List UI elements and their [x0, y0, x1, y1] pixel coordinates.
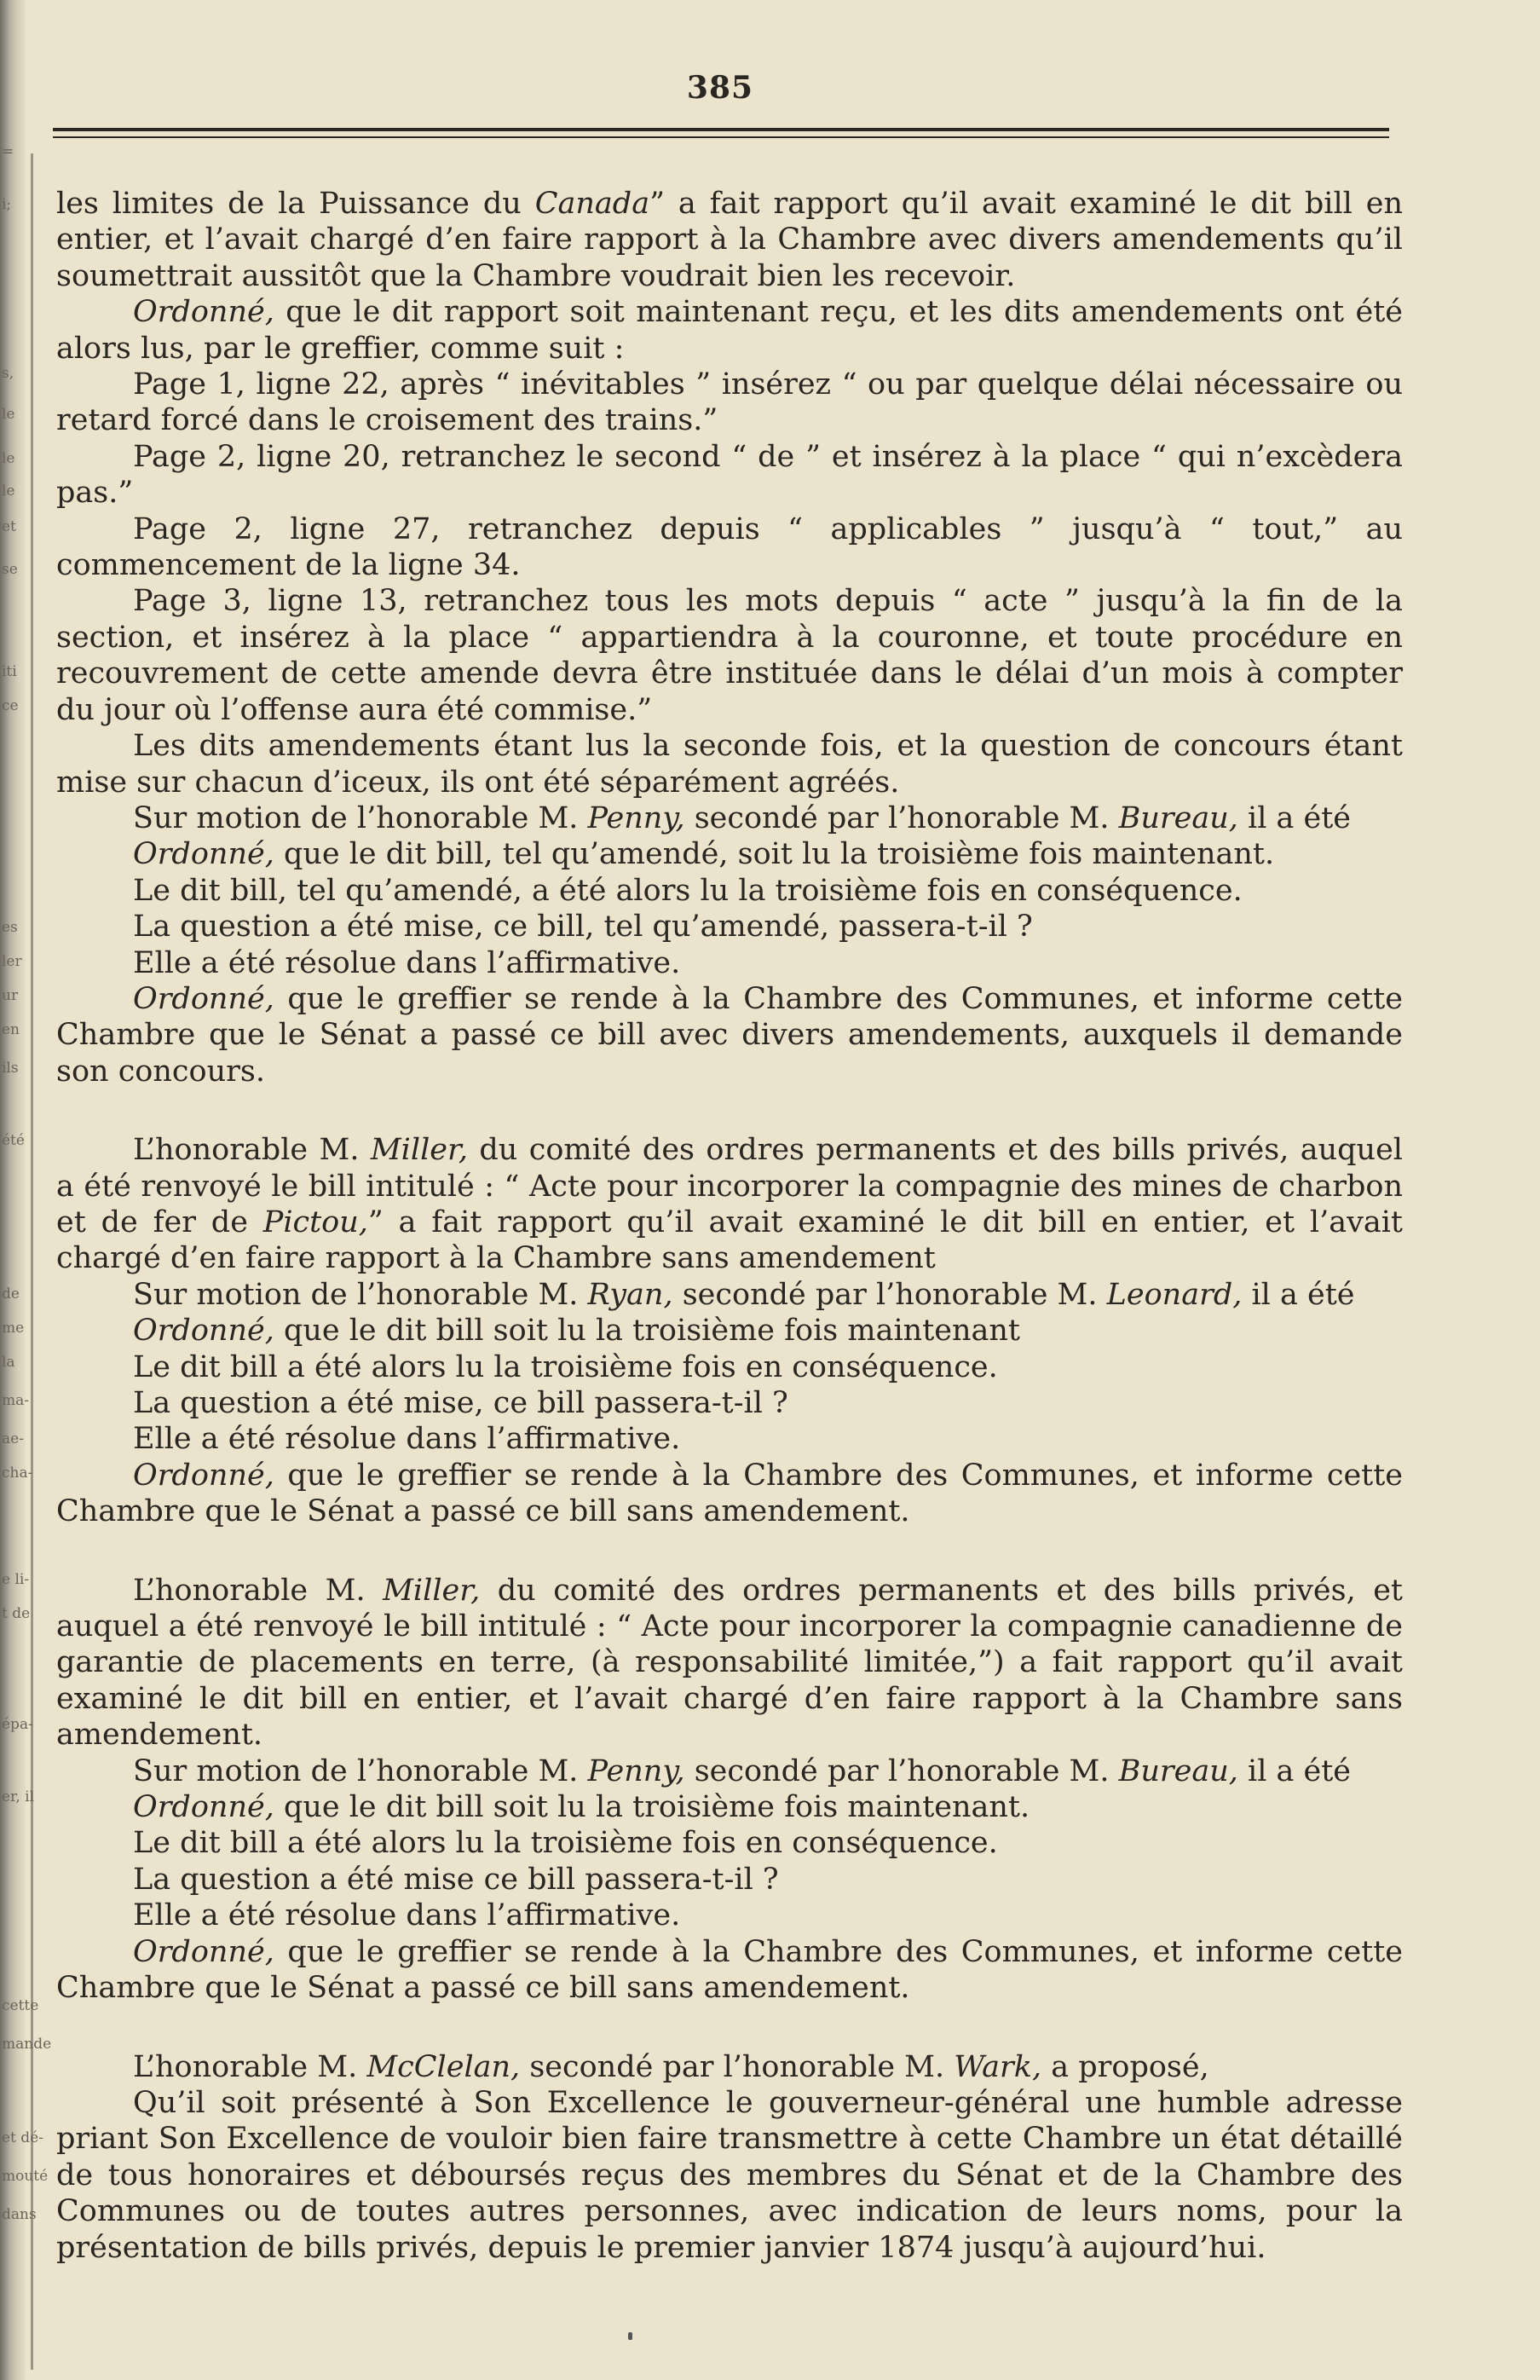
- text-run: Page 2, ligne 20, retranchez le second “ de ” et insérez à la place “ qui n’excèdera pas.”: [56, 439, 1403, 511]
- paragraph: [56, 1132, 1403, 1277]
- paragraph: [56, 1934, 1403, 2007]
- text-run: Page 2, ligne 27, retranchez depuis “ applicables ” jusqu’à “ tout,” au commencement de la ligne 34.: [56, 511, 1403, 583]
- text-run: que le dit bill soit lu la troisième fois maintenant: [274, 1314, 1020, 1349]
- text-run: secondé par l’honorable M.: [672, 1277, 1107, 1312]
- paragraph: [56, 873, 1403, 909]
- margin-fragment: iti: [2, 663, 17, 680]
- italic-name: Wark,: [954, 2049, 1042, 2084]
- paragraph: [56, 367, 1403, 439]
- text-run: les limites de la Puissance du: [56, 187, 535, 221]
- text-run: que le dit bill, tel qu’amendé, soit lu la troisième fois maintenant.: [274, 837, 1275, 872]
- text-run: La question a été mise, ce bill passera-t-il ?: [133, 1386, 788, 1420]
- paragraph: [56, 1313, 1403, 1349]
- margin-fragment: cha-: [2, 1464, 33, 1482]
- text-run: que le greffier se rende à la Chambre des Communes, et informe cette Chambre que le Sénat a passé ce bill avec divers amendements, auxquels il demande son concours.: [56, 981, 1403, 1089]
- margin-fragment: le: [2, 450, 15, 467]
- text-run: secondé par l’honorable M.: [684, 800, 1119, 835]
- text-run: a proposé,: [1041, 2049, 1209, 2084]
- text-run: Sur motion de l’honorable M.: [133, 1277, 588, 1312]
- italic-name: Penny,: [587, 800, 685, 835]
- paragraph: [56, 1385, 1403, 1421]
- italic-name: Ordonné,: [133, 1314, 274, 1349]
- italic-name: Leonard,: [1106, 1277, 1243, 1312]
- paragraph: [56, 1825, 1403, 1861]
- paragraph: [56, 1277, 1403, 1313]
- text-run: ” a fait rapport qu’il avait examiné le dit bill en entier, et l’avait chargé d’en faire rapport à la Chambre avec divers amendements qu’il soumettrait aussitôt que la Chambre voudrait bien les recevoir.: [56, 187, 1403, 293]
- paragraph: [56, 511, 1403, 584]
- italic-name: Ordonné,: [133, 981, 274, 1016]
- text-run: il a été: [1237, 1753, 1352, 1788]
- text-run: L’honorable M.: [133, 1133, 371, 1168]
- text-run: Elle a été résolue dans l’affirmative.: [133, 945, 681, 980]
- paragraph: [56, 945, 1403, 981]
- paragraph: [56, 800, 1403, 836]
- text-run: Qu’il soit présenté à Son Excellence le gouverneur-général une humble adresse priant Son Excellence de vouloir bien faire transmettre à cette Chambre un état détaillé de tous honoraires et déboursés reçus des membres du Sénat et de la Chambre des Communes ou de toutes autres personnes, avec indication de leurs noms, pour la présentation de bills privés, depuis le premier janvier 1874 jusqu’à aujourd’hui.: [56, 2085, 1403, 2265]
- paragraph: [56, 909, 1403, 944]
- italic-name: Ordonné,: [133, 1934, 274, 1969]
- text-run: Le dit bill a été alors lu la troisième fois en conséquence.: [133, 1826, 998, 1861]
- margin-fragment: ur: [2, 987, 19, 1004]
- margin-fragment: er, il: [2, 1788, 35, 1805]
- paragraph: [56, 1349, 1403, 1385]
- page-number: 385: [686, 70, 754, 106]
- text-run: ” a fait rapport qu’il avait examiné le dit bill en entier, et l’avait chargé d’en faire rapport à la Chambre sans amendement: [56, 1204, 1403, 1276]
- paragraph: [56, 1753, 1403, 1789]
- text-run: que le greffier se rende à la Chambre des Communes, et informe cette Chambre que le Sénat a passé ce bill sans amendement.: [56, 1934, 1403, 2006]
- text-run: Le dit bill a été alors lu la troisième fois en conséquence.: [133, 1349, 998, 1384]
- margin-fragment: mande: [2, 2036, 52, 2053]
- text-run: que le greffier se rende à la Chambre des Communes, et informe cette Chambre que le Sénat a passé ce bill sans amendement.: [56, 1458, 1403, 1529]
- text-run: que le dit bill soit lu la troisième fois maintenant.: [274, 1790, 1030, 1825]
- paragraph: [56, 981, 1403, 1089]
- text-run: Sur motion de l’honorable M.: [133, 1753, 588, 1788]
- margin-fragment: ils: [2, 1060, 19, 1077]
- margin-fragment: ler: [2, 953, 22, 970]
- margin-fragment: le: [2, 406, 15, 423]
- margin-fragment: es: [2, 919, 18, 936]
- italic-name: Penny,: [587, 1753, 685, 1788]
- text-run: que le dit rapport soit maintenant reçu, et les dits amendements ont été alors lus, par le greffier, comme suit :: [56, 295, 1403, 366]
- italic-name: Pictou,: [262, 1204, 368, 1239]
- margin-fragment: se: [2, 561, 18, 578]
- italic-name: Bureau,: [1118, 800, 1238, 835]
- margin-fragment: en: [2, 1021, 20, 1038]
- margin-fragment: e li-: [2, 1571, 30, 1588]
- paragraph: [56, 728, 1403, 800]
- text-run: secondé par l’honorable M.: [684, 1753, 1119, 1788]
- paragraph: [56, 2049, 1403, 2085]
- margin-fragment: été: [2, 1132, 25, 1149]
- paragraph: [56, 1789, 1403, 1825]
- italic-name: McClelan,: [366, 2049, 521, 2084]
- italic-name: Ordonné,: [133, 837, 274, 872]
- paragraph: [56, 836, 1403, 872]
- header-rule: [53, 128, 1389, 138]
- margin-fragment: s,: [2, 365, 14, 382]
- text-run: Le dit bill, tel qu’amendé, a été alors lu la troisième fois en conséquence.: [133, 873, 1243, 908]
- italic-name: Miller,: [370, 1133, 468, 1168]
- paragraph: [56, 1421, 1403, 1457]
- text-run: il a été: [1237, 800, 1352, 835]
- text-run: L’honorable M.: [133, 2049, 367, 2084]
- margin-fragment: t de: [2, 1605, 31, 1622]
- italic-name: Miller,: [383, 1573, 481, 1608]
- margin-fragment: épa-: [2, 1716, 33, 1733]
- margin-fragment: =: [2, 143, 14, 160]
- italic-name: Ryan,: [587, 1277, 673, 1312]
- italic-name: Bureau,: [1118, 1753, 1238, 1788]
- paragraph: [56, 2085, 1403, 2266]
- text-run: du comité des ordres permanents et des bills privés, et auquel a été renvoyé le bill intitulé : “ Acte pour incorporer la compagnie canadienne de garantie de placements en terre, (à responsabilité limitée,”) a fait rapport qu’il avait examiné le dit bill en entier, et l’avait chargé d’en faire rapport à la Chambre sans amendement.: [56, 1573, 1403, 1753]
- text-run: Les dits amendements étant lus la seconde fois, et la question de concours étant mise sur chacun d’iceux, ils ont été séparément agréés.: [56, 729, 1403, 800]
- text-run: Page 1, ligne 22, après “ inévitables ” insérez “ ou par quelque délai nécessaire ou retard forcé dans le croisement des trains.”: [56, 367, 1403, 438]
- margin-fragment: ae-: [2, 1430, 24, 1447]
- margin-fragment: dans: [2, 2206, 37, 2223]
- text-run: Elle a été résolue dans l’affirmative.: [133, 1898, 681, 1933]
- italic-name: Ordonné,: [133, 295, 274, 330]
- margin-fragment: et: [2, 518, 16, 535]
- margin-fragments: [2, 0, 52, 2380]
- text-run: il a été: [1242, 1277, 1355, 1312]
- margin-fragment: me: [2, 1320, 25, 1337]
- italic-name: Ordonné,: [133, 1458, 274, 1493]
- margin-fragment: ma-: [2, 1392, 29, 1409]
- margin-fragment: i;: [2, 196, 12, 213]
- paragraph: [56, 1862, 1403, 1898]
- ink-speck: [628, 2332, 632, 2340]
- text-run: Page 3, ligne 13, retranchez tous les mots depuis “ acte ” jusqu’à la fin de la section, et insérez à la place “ appartiendra à la couronne, et toute procédure en recouvrement de cette amende devra être instituée dans le délai d’un mois à compter du jour où l’offense aura été commise.”: [56, 584, 1403, 727]
- paragraph: [56, 1898, 1403, 1933]
- paragraph: [56, 186, 1403, 294]
- text-run: Elle a été résolue dans l’affirmative.: [133, 1422, 681, 1457]
- text-run: La question a été mise, ce bill, tel qu’amendé, passera-t-il ?: [133, 910, 1033, 944]
- margin-fragment: mouté: [2, 2168, 49, 2185]
- text-run: du comité des ordres permanents et des bills privés, auquel a été renvoyé le bill intitulé : “ Acte pour incorporer la compagnie des mines de charbon et de fer de: [56, 1133, 1403, 1239]
- italic-name: Canada: [534, 187, 650, 221]
- margin-fragment: et dé-: [2, 2129, 43, 2146]
- margin-fragment: cette: [2, 1997, 39, 2014]
- paragraph: [56, 439, 1403, 511]
- document-body: [56, 186, 1403, 2266]
- text-run: La question a été mise ce bill passera-t-il ?: [133, 1862, 779, 1897]
- text-run: L’honorable M.: [133, 1573, 384, 1608]
- margin-fragment: de: [2, 1285, 20, 1303]
- paragraph: [56, 583, 1403, 728]
- margin-fragment: la: [2, 1354, 15, 1371]
- paragraph: [56, 294, 1403, 367]
- paragraph: [56, 1573, 1403, 1753]
- margin-fragment: le: [2, 482, 15, 500]
- margin-fragment: ce: [2, 697, 19, 714]
- text-run: secondé par l’honorable M.: [520, 2049, 955, 2084]
- paragraph: [56, 1458, 1403, 1530]
- italic-name: Ordonné,: [133, 1790, 274, 1825]
- text-run: Sur motion de l’honorable M.: [133, 800, 588, 835]
